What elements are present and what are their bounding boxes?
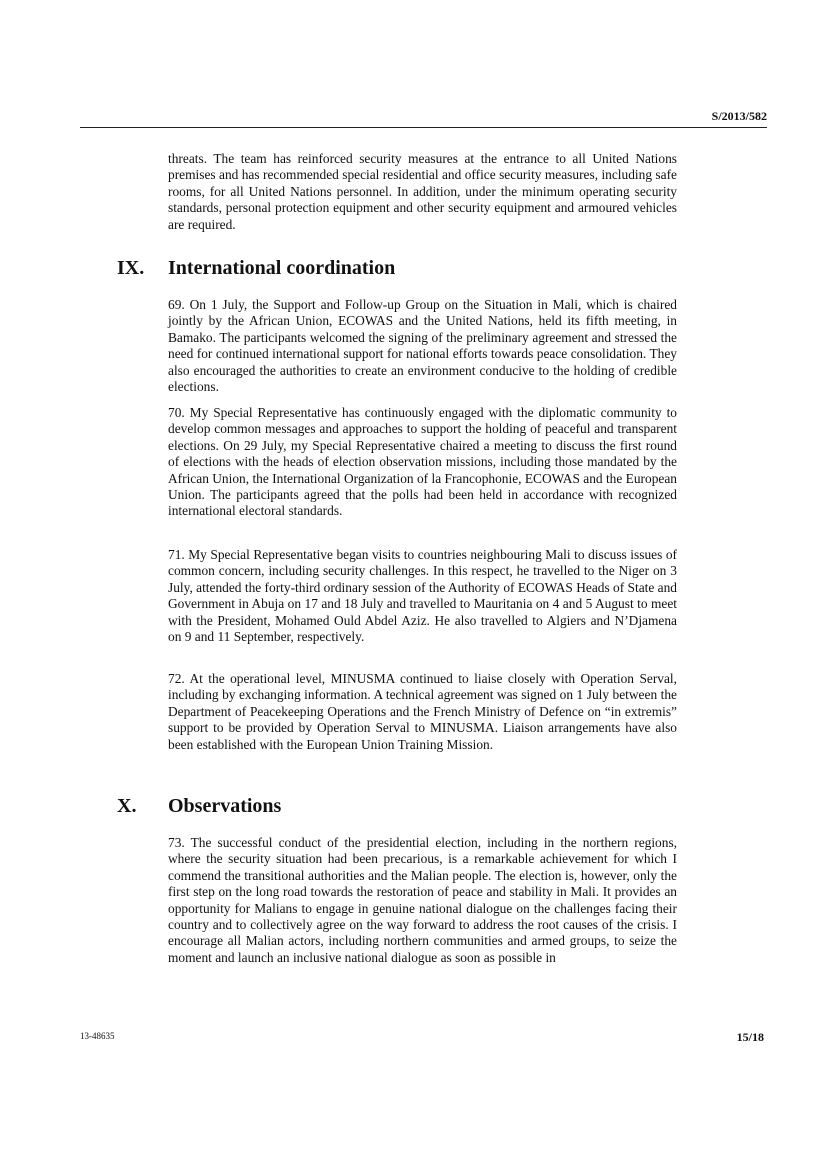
footer-document-code: 13-48635 <box>80 1031 115 1041</box>
paragraph-72 <box>168 671 677 753</box>
section-heading-ix <box>117 256 395 280</box>
header-rule <box>80 127 767 128</box>
paragraph-71 <box>168 547 677 645</box>
section-number: X. <box>117 795 137 817</box>
paragraph-73 <box>168 835 677 966</box>
paragraph-text: 71. My Special Representative began visits to countries neighbouring Mali to discuss issues of common concern, including security challenges. In this respect, he travelled to the Niger on 3 July, attended the forty-third ordinary session of the Authority of ECOWAS Heads of State and Government in Abuja on 17 and 18 July and travelled to Mauritania on 4 and 5 August to meet with the President, Mohamed Ould Abdel Aziz. He also travelled to Algiers and N’Djamena on 9 and 11 September, respectively. <box>168 547 677 645</box>
paragraph-text: 70. My Special Representative has continuously engaged with the diplomatic community to develop common messages and approaches to support the holding of peaceful and transparent elections. On 29 July, my Special Representative chaired a meeting to discuss the first round of elections with the heads of election observation missions, including those mandated by the African Union, the International Organization of la Francophonie, ECOWAS and the European Union. The participants agreed that the polls had been held in accordance with recognized international electoral standards. <box>168 405 677 519</box>
paragraph-text: 69. On 1 July, the Support and Follow-up Group on the Situation in Mali, which is chaired jointly by the African Union, ECOWAS and the United Nations, held its fifth meeting, in Bamako. The participants welcomed the signing of the preliminary agreement and stressed the need for continued international support for national efforts towards peace consolidation. They also encouraged the authorities to create an environment conducive to the holding of credible elections. <box>168 297 677 395</box>
paragraph-70 <box>168 405 677 520</box>
section-title: Observations <box>168 795 282 817</box>
section-number: IX. <box>117 257 145 279</box>
section-heading-x <box>117 794 281 818</box>
footer-page-number: 15/18 <box>736 1030 764 1044</box>
paragraph-text: 73. The successful conduct of the presidential election, including in the northern regions, where the security situation had been precarious, is a remarkable achievement for which I commend the transitional authorities and the Malian people. The election is, however, only the first step on the long road towards the restoration of peace and stability in Mali. It provides an opportunity for Malians to engage in genuine national dialogue on the challenges facing their country and to collectively agree on the way forward to address the root causes of the crisis. I encourage all Malian actors, including northern communities and armed groups, to seize the moment and launch an inclusive national dialogue as soon as possible in <box>168 835 677 965</box>
paragraph-69 <box>168 297 677 395</box>
document-symbol: S/2013/582 <box>711 109 767 123</box>
paragraph-text: 72. At the operational level, MINUSMA continued to liaise closely with Operation Serval, including by exchanging information. A technical agreement was signed on 1 July between the Department of Peacekeeping Operations and the French Ministry of Defence on “in extremis” support to be provided by Operation Serval to MINUSMA. Liaison arrangements have also been established with the European Union Training Mission. <box>168 671 677 752</box>
paragraph-text: threats. The team has reinforced security measures at the entrance to all United Nations premises and has recommended special residential and office security measures, including safe rooms, for all United Nations personnel. In addition, under the minimum operating security standards, personal protection equipment and other security equipment and armoured vehicles are required. <box>168 151 677 232</box>
paragraph-continuation <box>168 151 677 233</box>
section-title: International coordination <box>168 257 396 279</box>
